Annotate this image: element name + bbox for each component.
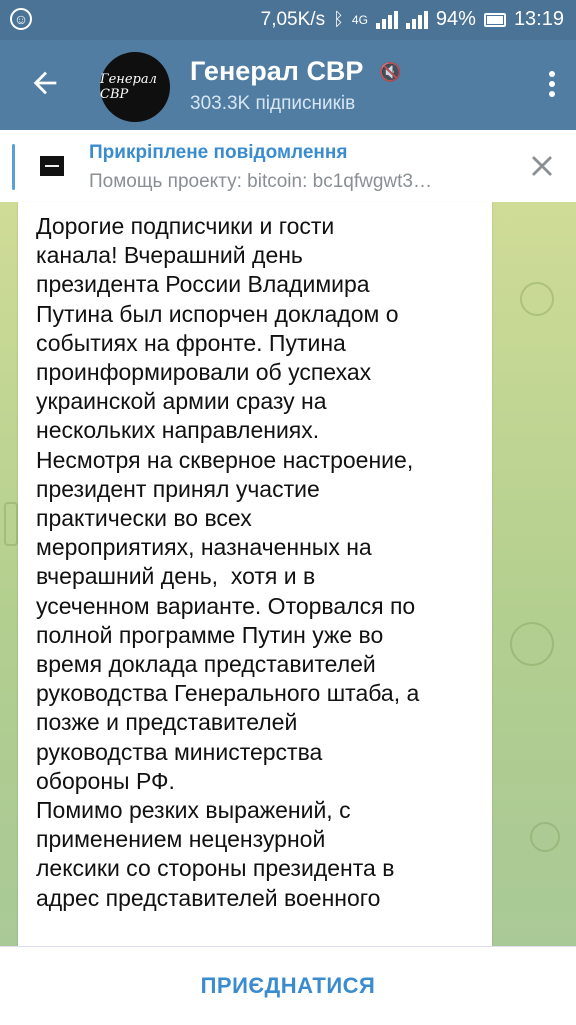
pinned-preview: Помощь проекту: bitcoin: bc1qfwgwt3… xyxy=(89,171,432,192)
status-bar-right xyxy=(261,8,564,31)
more-options-icon[interactable] xyxy=(548,68,556,102)
signal-icon xyxy=(376,11,398,29)
background-doodle xyxy=(520,282,554,316)
pinned-title: Прикріплене повідомлення xyxy=(89,142,348,163)
battery-percent: 94% xyxy=(435,8,476,30)
close-icon[interactable] xyxy=(528,152,556,180)
signal-icon-2 xyxy=(406,11,428,29)
status-bar xyxy=(0,0,576,40)
subscriber-count: 303.3K підписників xyxy=(190,93,356,114)
background-doodle xyxy=(4,502,18,546)
network-type: 4G xyxy=(351,12,368,27)
bluetooth-icon: ᛒ xyxy=(333,9,344,29)
bottom-bar xyxy=(0,946,576,1025)
join-button[interactable]: ПРИЄДНАТИСЯ xyxy=(200,973,376,998)
notification-icon: ☺ xyxy=(10,8,32,30)
message-bubble[interactable] xyxy=(18,202,492,946)
channel-name: Генерал СВР xyxy=(190,56,364,86)
channel-title[interactable] xyxy=(190,56,401,87)
avatar-text: Генерал СВР xyxy=(100,72,157,102)
battery-icon xyxy=(484,13,506,27)
pinned-indicator xyxy=(12,144,15,190)
message-text: Дорогие подписчики и гости канала! Вчерашний день президента России Владимира Путина был испорчен докладом о событиях на фронте. Путина проинформировали об успехах украинской армии сразу на нескольких направлениях. Несмотря на скверное настроение, президент принял участие практически во всех мероприятиях, назначенных на вчерашний день, хотя и в усеченном варианте. Оторвался по полной программе Путин уже во время доклада представителей руководства Генерального штаба, а позже и представителей руководства министерства обороны РФ. Помимо резких выражений, с применением нецензурной лексики со стороны президента в адрес представителей военного xyxy=(36,213,420,911)
channel-header xyxy=(0,40,576,130)
background-doodle xyxy=(510,622,554,666)
background-doodle xyxy=(530,822,560,852)
channel-avatar[interactable] xyxy=(100,52,170,122)
back-arrow-icon[interactable] xyxy=(28,66,62,100)
mute-icon: 🔇 xyxy=(378,62,402,83)
pinned-thumbnail xyxy=(40,156,64,176)
pinned-message-bar[interactable] xyxy=(0,130,576,203)
clock: 13:19 xyxy=(513,8,564,30)
net-speed: 7,05K/s xyxy=(260,8,326,30)
